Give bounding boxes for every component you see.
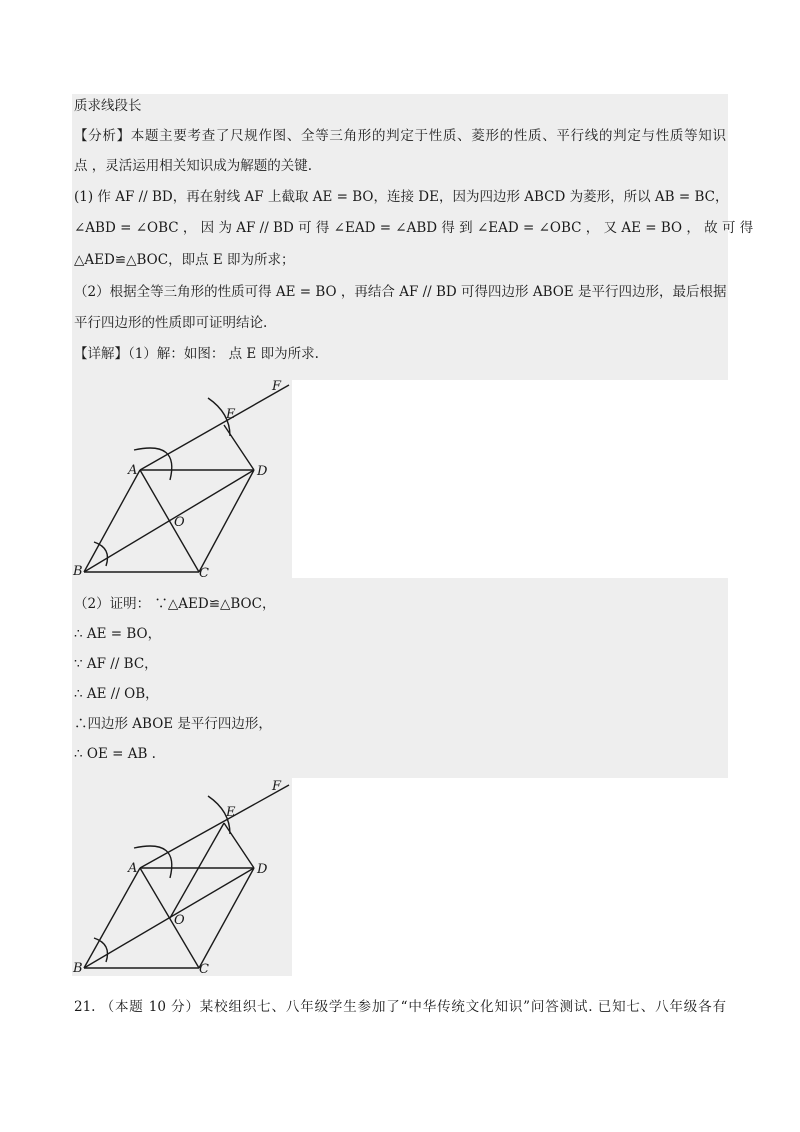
question-21: 21. （本题 10 分）某校组织七、八年级学生参加了“中华传统文化知识”问答测试. 已知七、八年级各有	[74, 999, 726, 1015]
arc-at-a	[134, 448, 172, 480]
detail-heading: 【详解】（1）解：如图： 点 E 即为所求.	[74, 346, 319, 362]
label-o: O	[174, 515, 185, 530]
arc-at-a	[134, 846, 172, 878]
analysis-line-3: (1) 作 AF // BD，再在射线 AF 上截取 AE = BO，连接 DE，因为四边形 ABCD 为菱形，所以 AB = BC，	[74, 189, 729, 205]
label-c: C	[199, 566, 209, 578]
ray-af	[140, 785, 289, 868]
proof-line-3: ∵ AF // BC，	[74, 656, 158, 672]
label-f: F	[272, 379, 282, 394]
segment-bd	[84, 868, 254, 968]
analysis-line-5: △AED≌△BOC，即点 E 即为所求；	[74, 252, 295, 268]
geometry-figure-2	[72, 776, 294, 978]
label-b: B	[73, 961, 83, 976]
geometry-figure-1	[72, 378, 294, 578]
segment-ab	[84, 470, 140, 572]
proof-line-4: ∴ AE // OB，	[74, 686, 159, 702]
label-d: D	[257, 464, 268, 479]
segment-de	[224, 425, 254, 470]
segment-oe	[170, 823, 224, 918]
analysis-line-4: ∠ABD = ∠OBC ， 因 为 AF // BD 可 得 ∠EAD = ∠ABD 得 到 ∠EAD = ∠OBC ， 又 AE = BO ， 故 可 得	[74, 220, 754, 236]
proof-line-6: ∴ OE = AB .	[74, 746, 156, 762]
label-a: A	[128, 861, 138, 876]
segment-cd	[199, 868, 254, 968]
proof-line-2: ∴ AE = BO，	[74, 626, 162, 642]
label-f: F	[272, 779, 282, 794]
text-line-1: 质求线段长	[74, 98, 142, 114]
proof-line-5: ∴四边形 ABOE 是平行四边形，	[74, 716, 272, 732]
analysis-line-1: 【分析】本题主要考查了尺规作图、全等三角形的判定于性质、菱形的性质、平行线的判定与性质等知识	[74, 128, 726, 144]
analysis-line-6: （2）根据全等三角形的性质可得 AE = BO ，再结合 AF // BD 可得四边形 ABOE 是平行四边形，最后根据	[74, 284, 727, 300]
analysis-line-2: 点 ，灵活运用相关知识成为解题的关键.	[74, 158, 313, 174]
label-o: O	[174, 913, 185, 928]
label-c: C	[199, 962, 209, 977]
label-e: E	[226, 407, 236, 422]
proof-line-1: （2）证明： ∵△AED≌△BOC，	[74, 596, 276, 612]
label-d: D	[257, 862, 268, 877]
segment-de	[224, 823, 254, 868]
analysis-line-7: 平行四边形的性质即可证明结论.	[74, 315, 268, 331]
segment-ab	[84, 868, 140, 968]
label-a: A	[128, 463, 138, 478]
label-e: E	[226, 805, 236, 820]
ray-af	[140, 385, 289, 470]
label-b: B	[73, 564, 83, 578]
segment-bd	[84, 470, 254, 572]
segment-cd	[199, 470, 254, 572]
